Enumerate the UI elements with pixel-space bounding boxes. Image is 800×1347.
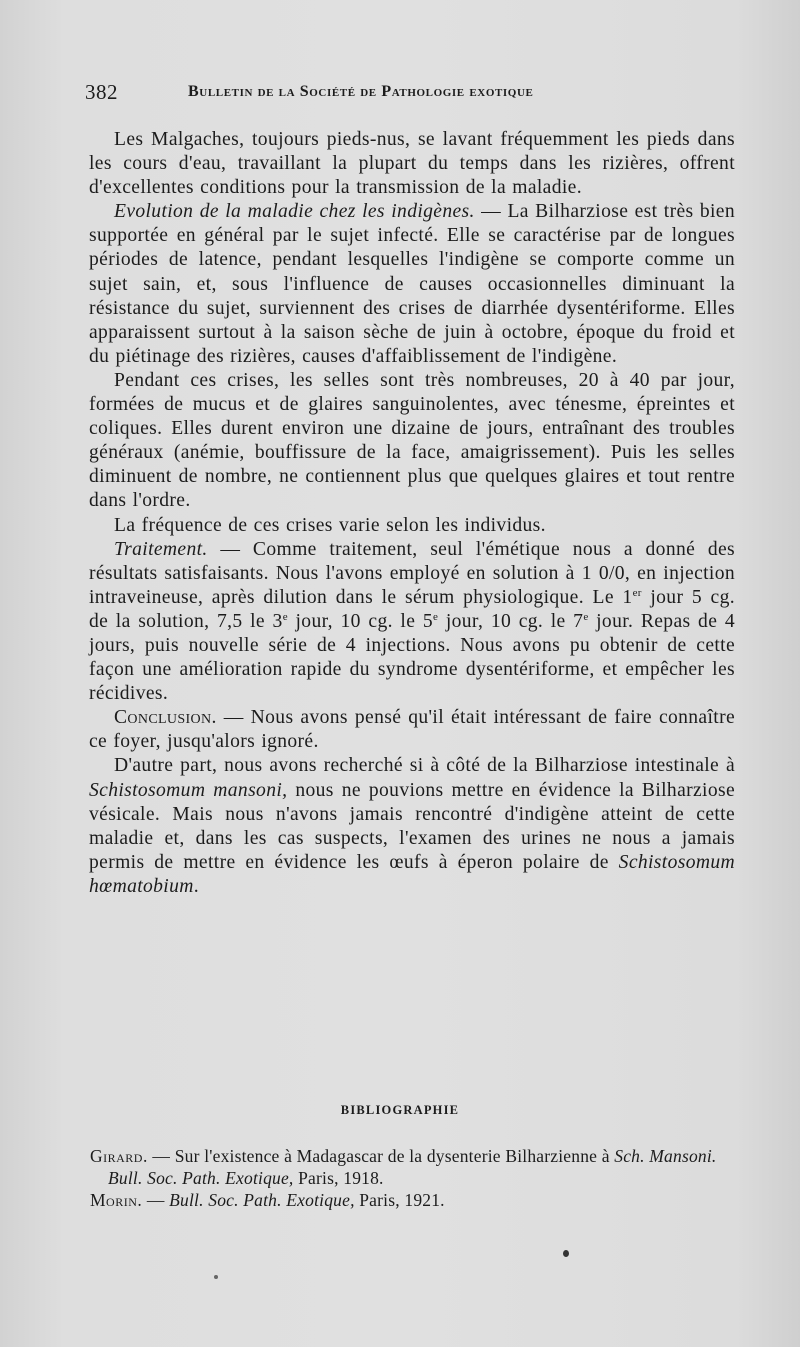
page-number: 382 [85, 80, 118, 104]
paragraph-1 [89, 128, 735, 200]
superscript-e-5: e [433, 610, 439, 623]
paragraph-6 [89, 706, 735, 754]
species-name-mansoni: Schistosomum mansoni, [89, 779, 288, 801]
paragraph-3-text: Pendant ces crises, les selles sont très nombreuses, 20 à 40 par jour, formées de mucus et de glaires sanguinolentes, avec ténesme, épreintes et coliques. Elles durent environ une dizaine de jours, entraînant des troubles généraux (anémie, bouffissure de la face, amaigrissement). Puis les selles diminuent de nombre, ne contiennent plus que quelques glaires et tout rentre dans l'ordre. [89, 369, 735, 512]
reference-journal: Bull. Soc. Path. Exotique, [169, 1190, 355, 1210]
paragraph-5 [89, 538, 735, 707]
page-header [85, 80, 745, 110]
reference-morin [90, 1189, 735, 1211]
section-heading-evolution: Evolution de la maladie chez les indigènes. [114, 201, 475, 223]
ink-speck [214, 1275, 218, 1279]
section-heading-conclusion: Conclusion. [114, 707, 217, 729]
ink-speck [563, 1250, 569, 1257]
paragraph-2-text: — La Bilharziose est très bien supportée en général par le sujet infecté. Elle se caractérise par de longues périodes de latence, pendant lesquelles l'indigène se comporte comme un sujet sain, et, sous l'influence de causes occasionnelles diminuant la résistance du sujet, surviennent des crises de diarrhée dysentériforme. Elles apparaissent surtout à la saison sèche de juin à octobre, époque du froid et du piétinage des rizières, causes d'affaiblissement de l'indigène. [89, 201, 735, 367]
running-title: Bulletin de la Société de Pathologie exotique [188, 83, 534, 100]
paragraph-6-text: — Nous avons pensé qu'il était intéressant de faire connaître ce foyer, jusqu'alors ignoré. [89, 707, 735, 753]
superscript-e-3: e [282, 610, 288, 623]
paragraph-7-text-2: nous ne pouvions mettre en évidence la Bilharziose vésicale. Mais nous n'avons jamais rencontré d'indigène atteint de cette maladie et, dans les cas suspects, l'examen des urines ne nous a jamais permis de mettre en évidence les œufs à éperon polaire de [89, 779, 736, 873]
species-name-haematobium: Schistosomum hœmatobium [89, 851, 735, 897]
paragraph-3 [89, 369, 735, 514]
bibliography-heading: BIBLIOGRAPHIE [340, 1103, 460, 1117]
paragraph-5-text-3: jour, 10 cg. le 5 [287, 610, 433, 632]
reference-place-year: Paris, 1918. [293, 1168, 384, 1188]
reference-text: — [142, 1190, 170, 1210]
paragraph-5-text-5: jour. Repas de 4 jours, puis nouvelle série de 4 injections. Nous avons pu obtenir de cette façon une amélioration rapide du syndrome dysentériforme, et empêcher les récidives. [89, 610, 735, 705]
superscript-e-7: e [583, 610, 589, 623]
reference-text: — Sur l'existence à Madagascar de la dysenterie Bilharzienne à [147, 1146, 615, 1166]
reference-journal: Sch. Mansoni. Bull. Soc. Path. Exotique, [108, 1146, 717, 1188]
reference-author: Morin. [90, 1190, 143, 1210]
paragraph-7 [89, 754, 735, 899]
paragraph-1-text: Les Malgaches, toujours pieds-nus, se lavant fréquemment les pieds dans les cours d'eau, travaillant la plupart du temps dans les rizières, offrent d'excellentes conditions pour la transmission de la maladie. [89, 129, 735, 199]
paragraph-5-text-4: jour, 10 cg. le 7 [438, 610, 584, 632]
paragraph-5-text-2: jour 5 cg. de la solution, 7,5 le 3 [89, 586, 736, 632]
bibliography-list [90, 1145, 735, 1211]
reference-girard [90, 1145, 735, 1189]
reference-author: Girard. [90, 1146, 148, 1166]
paragraph-7-text-3: . [193, 875, 199, 897]
paragraph-2 [89, 200, 735, 369]
reference-place-year: Paris, 1921. [354, 1190, 445, 1210]
article-body [89, 128, 735, 899]
paragraph-4 [89, 514, 735, 538]
paragraph-5-text-1: — Comme traitement, seul l'émétique nous a donné des résultats satisfaisants. Nous l'avons employé en solution à 1 0/0, en injection intraveineuse, après dilution dans le sérum physiologique. Le 1 [89, 538, 735, 608]
superscript-er: er [632, 586, 642, 599]
paragraph-4-text: La fréquence de ces crises varie selon les individus. [114, 514, 546, 536]
paragraph-7-text-1: D'autre part, nous avons recherché si à côté de la Bilharziose intestinale à [114, 755, 735, 777]
section-heading-traitement: Traitement. [114, 538, 208, 560]
